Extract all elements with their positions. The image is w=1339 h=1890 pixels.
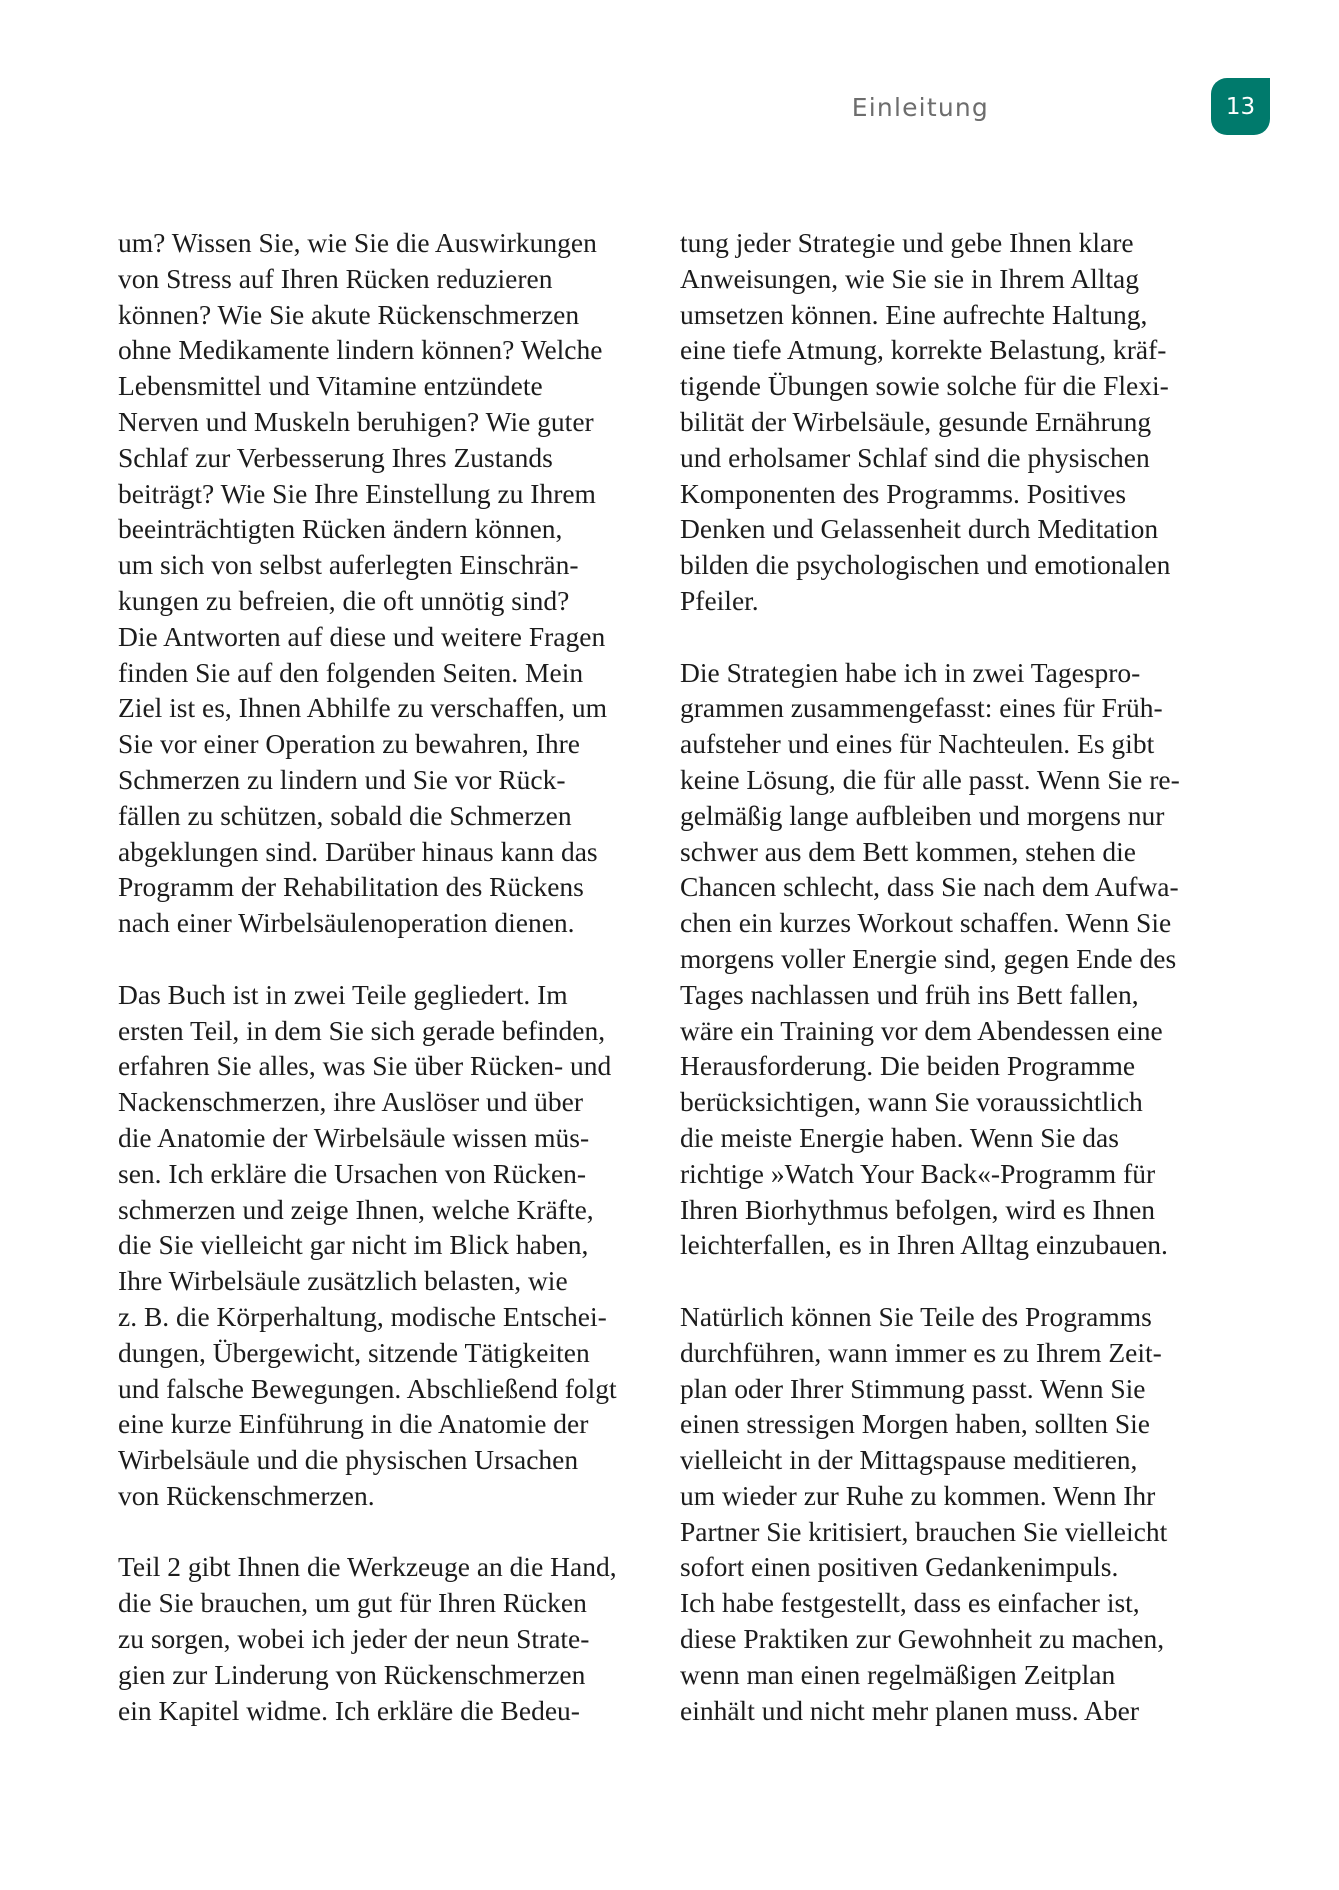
text-line: morgens voller Energie sind, gegen Ende des <box>680 942 1177 974</box>
text-line: Schmerzen zu lindern und Sie vor Rück- <box>118 763 566 795</box>
text-line: einhält und nicht mehr planen muss. Aber <box>680 1694 1140 1726</box>
text-line: die Anatomie der Wirbelsäule wissen müs- <box>118 1121 590 1153</box>
text-line: um sich von selbst auferlegten Einschrän- <box>118 549 579 581</box>
text-line: Komponenten des Programms. Positives <box>680 477 1127 509</box>
text-line: Denken und Gelassenheit durch Meditation <box>680 513 1159 545</box>
text-line: um wieder zur Ruhe zu kommen. Wenn Ihr <box>680 1479 1156 1511</box>
text-line: tung jeder Strategie und gebe Ihnen klare <box>680 227 1134 258</box>
text-line: Nackenschmerzen, ihre Auslöser und über <box>118 1086 584 1118</box>
text-line: umsetzen können. Eine aufrechte Haltung, <box>680 298 1148 330</box>
text-line: richtige »Watch Your Back«-Programm für <box>680 1157 1156 1189</box>
page-number: 13 <box>1225 93 1256 120</box>
text-line: beeinträchtigten Rücken ändern können, <box>118 513 563 545</box>
text-line: Das Buch ist in zwei Teile gegliedert. Im <box>118 978 568 1010</box>
text-line: keine Lösung, die für alle passt. Wenn Sie re- <box>680 763 1180 795</box>
text-line: bilität der Wirbelsäule, gesunde Ernährung <box>680 405 1152 437</box>
text-line: wäre ein Training vor dem Abendessen eine <box>680 1014 1163 1046</box>
text-line: Lebensmittel und Vitamine entzündete <box>118 370 543 402</box>
text-line: ohne Medikamente lindern können? Welche <box>118 334 603 366</box>
text-line: ersten Teil, in dem Sie sich gerade befinden, <box>118 1014 606 1046</box>
text-line: leichterfallen, es in Ihren Alltag einzubauen. <box>680 1229 1168 1261</box>
text-line: die meiste Energie haben. Wenn Sie das <box>680 1121 1119 1153</box>
text-line: dungen, Übergewicht, sitzende Tätigkeiten <box>118 1336 590 1368</box>
text-line: plan oder Ihrer Stimmung passt. Wenn Sie <box>680 1372 1146 1404</box>
text-line: bilden die psychologischen und emotionalen <box>680 549 1171 581</box>
text-line: Tages nachlassen und früh ins Bett fallen, <box>680 978 1139 1010</box>
text-line: eine kurze Einführung in die Anatomie der <box>118 1408 589 1440</box>
text-line: ein Kapitel widme. Ich erkläre die Bedeu- <box>118 1694 580 1726</box>
text-line: berücksichtigen, wann Sie voraussichtlich <box>680 1086 1143 1118</box>
text-line: beiträgt? Wie Sie Ihre Einstellung zu Ihrem <box>118 477 596 509</box>
paragraph-gap <box>680 1263 1240 1299</box>
text-line: wenn man einen regelmäßigen Zeitplan <box>680 1658 1116 1690</box>
text-line: sen. Ich erkläre die Ursachen von Rücken- <box>118 1157 587 1189</box>
text-line: schmerzen und zeige Ihnen, welche Kräfte, <box>118 1193 594 1225</box>
text-line: sofort einen positiven Gedankenimpuls. <box>680 1551 1119 1583</box>
text-line: Nerven und Muskeln beruhigen? Wie guter <box>118 405 594 437</box>
text-line: zu sorgen, wobei ich jeder der neun Strate- <box>118 1623 590 1655</box>
text-line: Chancen schlecht, dass Sie nach dem Aufwa- <box>680 871 1179 903</box>
text-line: Ich habe festgestellt, dass es einfacher ist, <box>680 1587 1140 1619</box>
text-line: von Rückenschmerzen. <box>118 1479 375 1511</box>
paragraph-gap <box>118 1514 678 1550</box>
text-line: grammen zusammengefasst: eines für Früh- <box>680 692 1163 724</box>
text-line: kungen zu befreien, die oft unnötig sind? <box>118 584 570 616</box>
text-line: Ihren Biorhythmus befolgen, wird es Ihnen <box>680 1193 1156 1225</box>
text-line: gien zur Linderung von Rückenschmerzen <box>118 1658 586 1690</box>
right-text-column <box>680 225 1240 1728</box>
paragraph-gap <box>680 619 1240 655</box>
text-line: durchführen, wann immer es zu Ihrem Zeit- <box>680 1336 1162 1368</box>
text-line: Ihre Wirbelsäule zusätzlich belasten, wie <box>118 1265 568 1297</box>
text-line: um? Wissen Sie, wie Sie die Auswirkungen <box>118 227 597 258</box>
text-line: Herausforderung. Die beiden Programme <box>680 1050 1136 1082</box>
text-line: Pfeiler. <box>680 584 759 616</box>
text-line: Wirbelsäule und die physischen Ursachen <box>118 1444 579 1476</box>
running-header-section: Einleitung <box>851 93 989 122</box>
text-line: die Sie brauchen, um gut für Ihren Rücken <box>118 1587 587 1619</box>
text-line: finden Sie auf den folgenden Seiten. Mein <box>118 656 584 688</box>
text-line: Ziel ist es, Ihnen Abhilfe zu verschaffen, um <box>118 692 607 724</box>
text-line: tigende Übungen sowie solche für die Flexi- <box>680 370 1169 402</box>
text-line: fällen zu schützen, sobald die Schmerzen <box>118 799 572 831</box>
text-line: Die Strategien habe ich in zwei Tagespro- <box>680 656 1141 688</box>
text-line: eine tiefe Atmung, korrekte Belastung, kräf- <box>680 334 1167 366</box>
text-line: nach einer Wirbelsäulenoperation dienen. <box>118 907 575 939</box>
text-line: vielleicht in der Mittagspause meditieren, <box>680 1444 1138 1476</box>
text-line: von Stress auf Ihren Rücken reduzieren <box>118 262 553 294</box>
text-line: schwer aus dem Bett kommen, stehen die <box>680 835 1136 867</box>
text-line: erfahren Sie alles, was Sie über Rücken- und <box>118 1050 612 1082</box>
text-line: Schlaf zur Verbesserung Ihres Zustands <box>118 441 553 473</box>
text-line: diese Praktiken zur Gewohnheit zu machen, <box>680 1623 1165 1655</box>
text-line: z. B. die Körperhaltung, modische Entschei- <box>118 1300 607 1332</box>
text-line: und erholsamer Schlaf sind die physischen <box>680 441 1150 473</box>
text-line: Sie vor einer Operation zu bewahren, Ihre <box>118 728 580 760</box>
text-line: abgeklungen sind. Darüber hinaus kann das <box>118 835 598 867</box>
text-line: Partner Sie kritisiert, brauchen Sie vielleicht <box>680 1515 1168 1547</box>
page-number-tab <box>1211 78 1270 135</box>
text-line: Programm der Rehabilitation des Rückens <box>118 871 584 903</box>
text-line: Teil 2 gibt Ihnen die Werkzeuge an die Hand, <box>118 1551 617 1583</box>
text-line: Anweisungen, wie Sie sie in Ihrem Alltag <box>680 262 1140 294</box>
text-line: und falsche Bewegungen. Abschließend folgt <box>118 1372 617 1404</box>
left-text-column <box>118 225 678 1728</box>
text-line: Natürlich können Sie Teile des Programms <box>680 1300 1152 1332</box>
text-line: chen ein kurzes Workout schaffen. Wenn Sie <box>680 907 1172 939</box>
text-line: die Sie vielleicht gar nicht im Blick haben, <box>118 1229 589 1261</box>
text-line: einen stressigen Morgen haben, sollten Sie <box>680 1408 1150 1440</box>
text-line: gelmäßig lange aufbleiben und morgens nur <box>680 799 1165 831</box>
text-line: Die Antworten auf diese und weitere Fragen <box>118 620 606 652</box>
text-line: können? Wie Sie akute Rückenschmerzen <box>118 298 580 330</box>
paragraph-gap <box>118 941 678 977</box>
text-line: aufsteher und eines für Nachteulen. Es gibt <box>680 728 1155 760</box>
